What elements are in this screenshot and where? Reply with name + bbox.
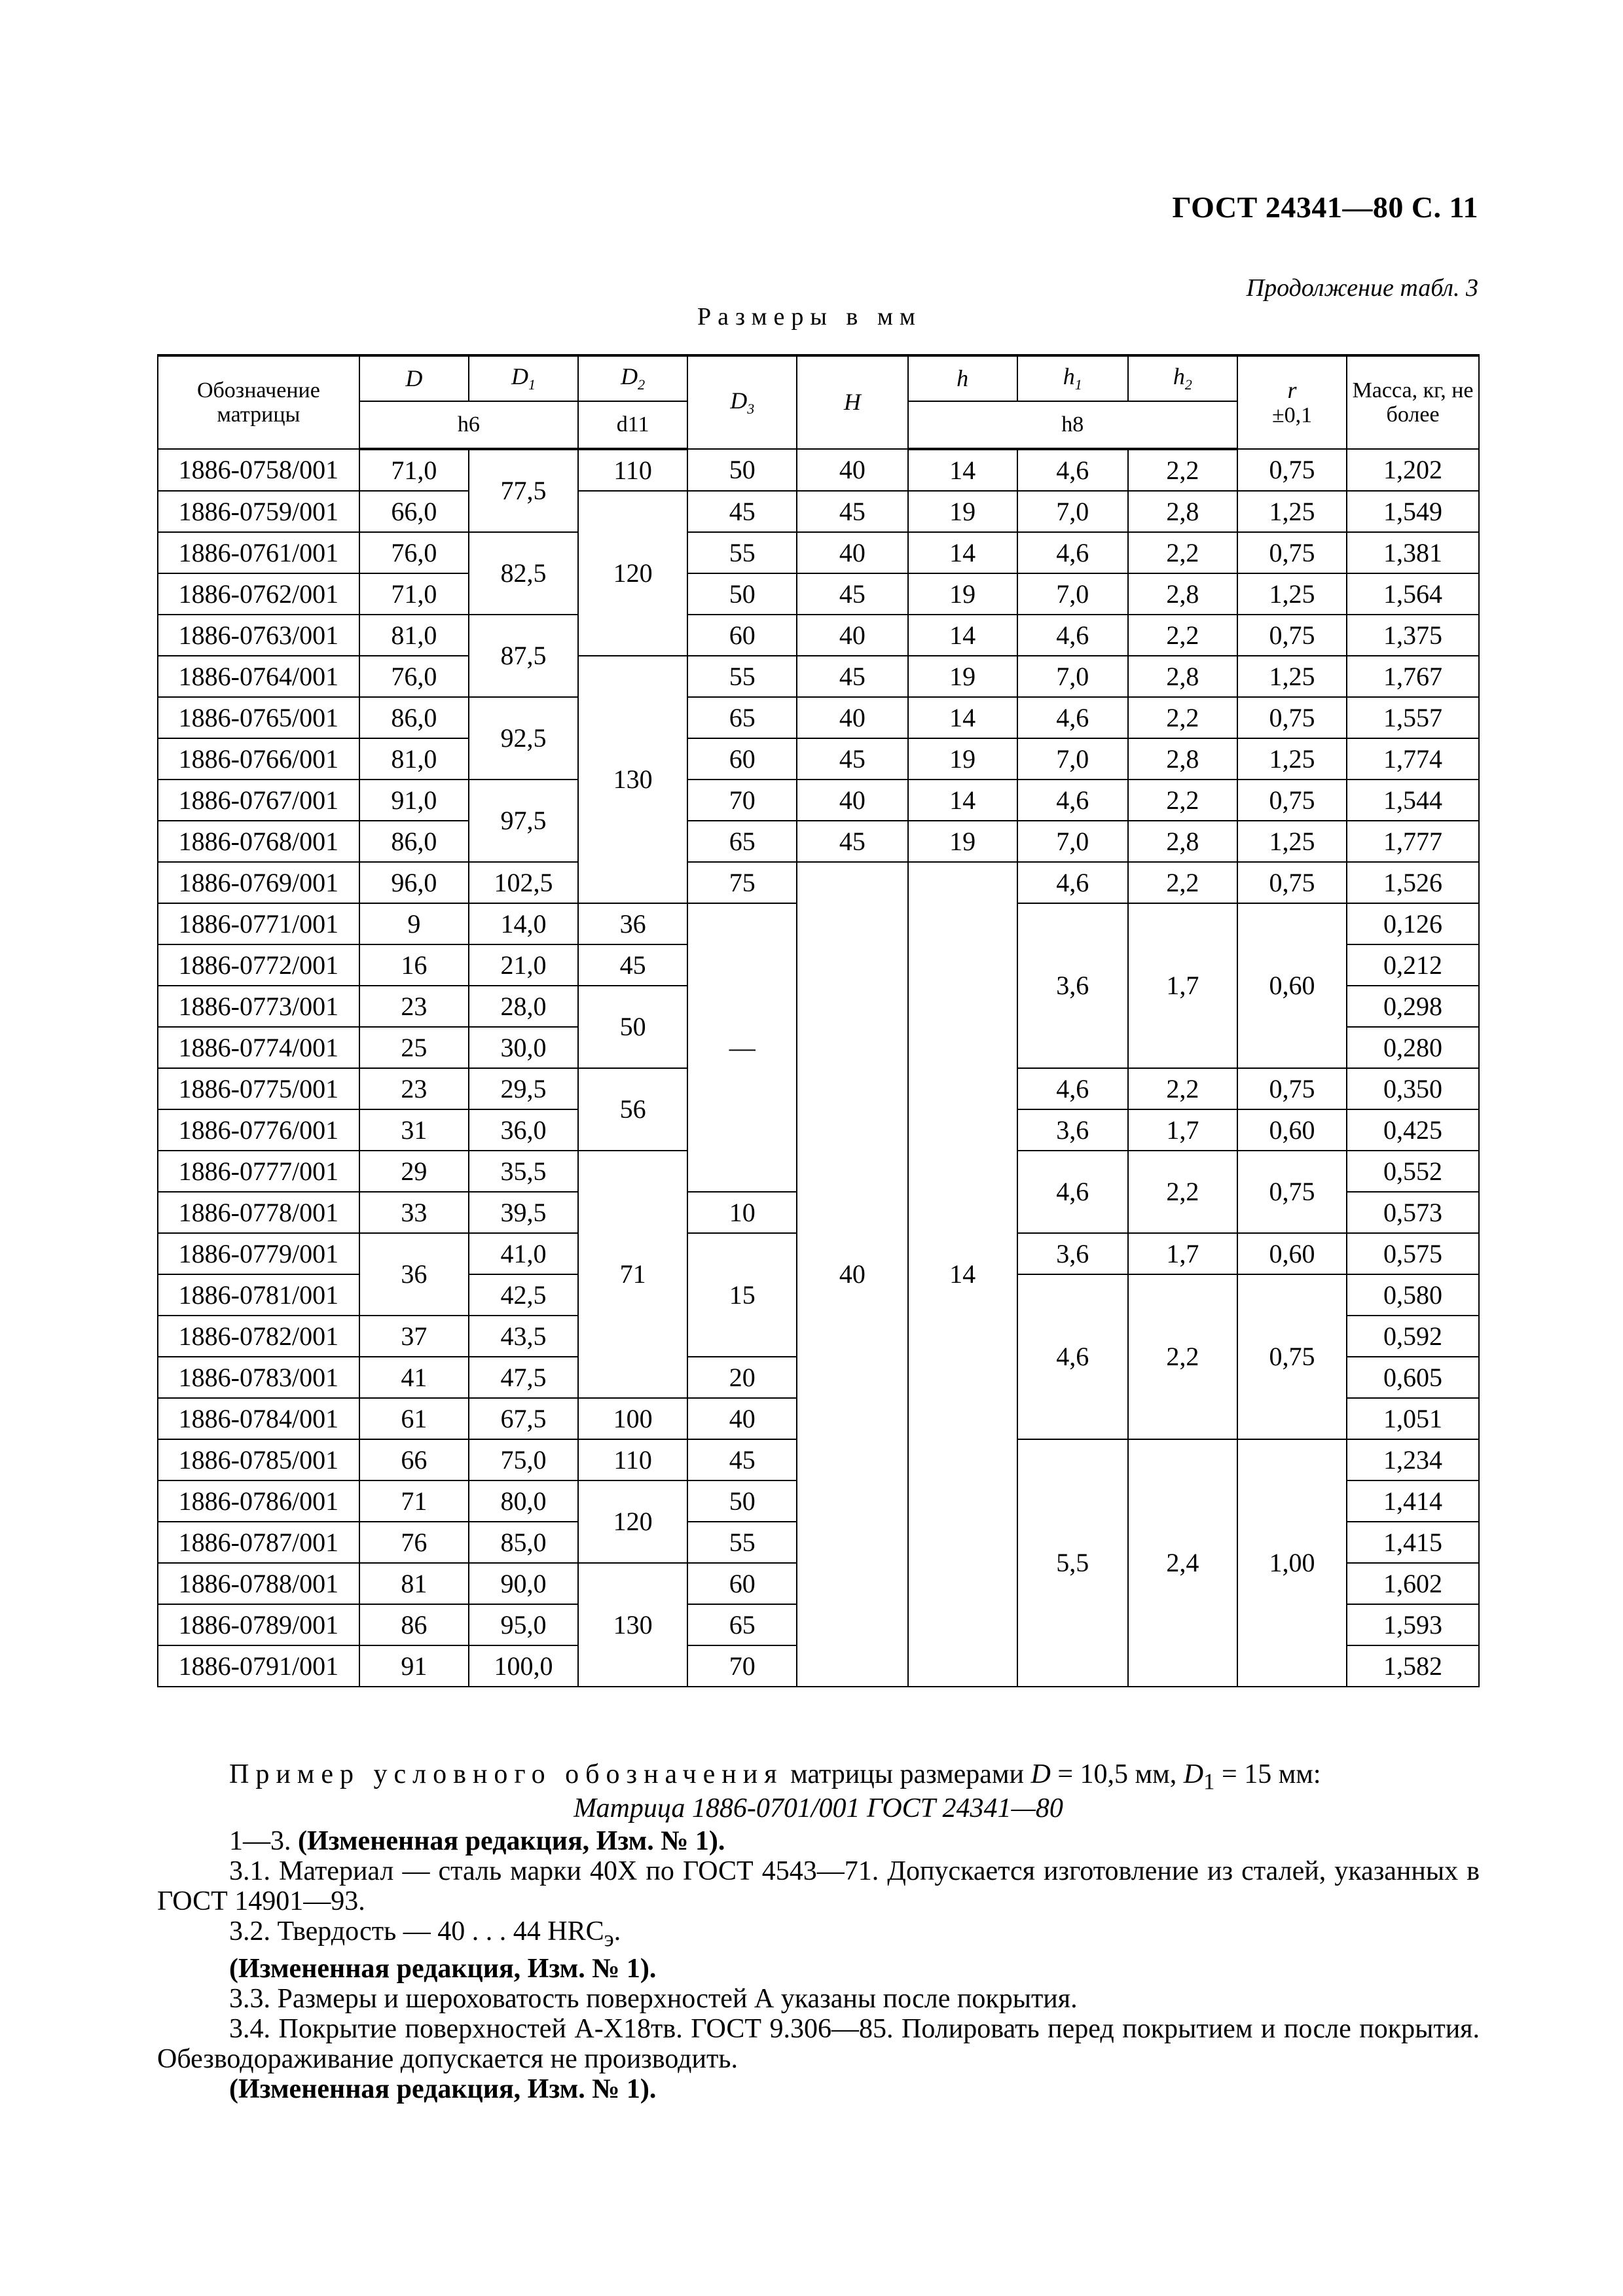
cell-h2: 2,2 <box>1128 1274 1237 1439</box>
cell-r: 1,25 <box>1237 573 1347 615</box>
cell-code: 1886-0767/001 <box>158 780 359 821</box>
cell-D1: 21,0 <box>469 944 578 986</box>
cell-code: 1886-0791/001 <box>158 1645 359 1687</box>
cell-D1: 102,5 <box>469 862 578 903</box>
cell-r: 1,00 <box>1237 1439 1347 1687</box>
cell-h2: 2,8 <box>1128 656 1237 697</box>
cell-mass: 1,381 <box>1347 532 1479 573</box>
cell-D3: 40 <box>687 1398 797 1439</box>
header-tol-h6: h6 <box>359 401 578 449</box>
cell-h2: 2,8 <box>1128 738 1237 780</box>
cell-code: 1886-0785/001 <box>158 1439 359 1480</box>
cell-D1: 95,0 <box>469 1604 578 1645</box>
cell-r: 0,60 <box>1237 1233 1347 1274</box>
cell-mass: 1,557 <box>1347 697 1479 738</box>
cell-D1: 92,5 <box>469 697 578 780</box>
cell-h1: 4,6 <box>1017 780 1128 821</box>
cell-D3: 55 <box>687 1522 797 1563</box>
cell-code: 1886-0786/001 <box>158 1480 359 1522</box>
cell-r: 0,75 <box>1237 1151 1347 1233</box>
cell-code: 1886-0762/001 <box>158 573 359 615</box>
cell-h2: 2,8 <box>1128 491 1237 532</box>
paragraph: 1—3. (Измененная редакция, Изм. № 1). <box>229 1826 725 1856</box>
cell-D3: 55 <box>687 656 797 697</box>
cell-mass: 1,602 <box>1347 1563 1479 1604</box>
header-D: D <box>359 355 469 401</box>
cell-D1: 100,0 <box>469 1645 578 1687</box>
cell-h2: 1,7 <box>1128 1109 1237 1151</box>
cell-D3: 70 <box>687 1645 797 1687</box>
cell-D: 91,0 <box>359 780 469 821</box>
cell-D1: 97,5 <box>469 780 578 862</box>
table-row <box>158 532 1479 573</box>
cell-D: 9 <box>359 903 469 944</box>
page-header: ГОСТ 24341—80 С. 11 <box>1172 190 1478 224</box>
cell-D3: 50 <box>687 449 797 491</box>
cell-code: 1886-0761/001 <box>158 532 359 573</box>
cell-code: 1886-0779/001 <box>158 1233 359 1274</box>
header-h1: $h_1$ <box>1017 355 1128 401</box>
table-row <box>158 615 1479 656</box>
cell-code: 1886-0763/001 <box>158 615 359 656</box>
cell-r: 0,75 <box>1237 780 1347 821</box>
header-mass: Масса, кг, не более <box>1347 355 1479 449</box>
cell-h1: 4,6 <box>1017 615 1128 656</box>
cell-mass: 1,777 <box>1347 821 1479 862</box>
table-row <box>158 738 1479 780</box>
paragraph: (Измененная редакция, Изм. № 1). <box>229 1954 657 1984</box>
cell-D: 86,0 <box>359 821 469 862</box>
cell-D1: 42,5 <box>469 1274 578 1316</box>
cell-H: 40 <box>797 532 907 573</box>
cell-D: 81,0 <box>359 738 469 780</box>
cell-D1: 80,0 <box>469 1480 578 1522</box>
cell-D1: 75,0 <box>469 1439 578 1480</box>
cell-mass: 1,774 <box>1347 738 1479 780</box>
cell-mass: 0,280 <box>1347 1027 1479 1068</box>
cell-h: 14 <box>908 780 1017 821</box>
cell-h1: 4,6 <box>1017 1068 1128 1109</box>
cell-D2: 130 <box>578 1563 687 1687</box>
cell-D: 23 <box>359 1068 469 1109</box>
cell-code: 1886-0772/001 <box>158 944 359 986</box>
cell-D1: 14,0 <box>469 903 578 944</box>
cell-r: 0,75 <box>1237 615 1347 656</box>
cell-r: 0,75 <box>1237 1068 1347 1109</box>
cell-D: 71,0 <box>359 573 469 615</box>
cell-mass: 1,549 <box>1347 491 1479 532</box>
cell-D2: 120 <box>578 1480 687 1563</box>
cell-D1: 35,5 <box>469 1151 578 1192</box>
cell-h2: 2,2 <box>1128 615 1237 656</box>
cell-D: 71 <box>359 1480 469 1522</box>
cell-mass: 1,375 <box>1347 615 1479 656</box>
cell-h1: 4,6 <box>1017 449 1128 491</box>
cell-h: 14 <box>908 697 1017 738</box>
cell-r: 0,75 <box>1237 532 1347 573</box>
cell-D: 25 <box>359 1027 469 1068</box>
cell-h: 19 <box>908 821 1017 862</box>
cell-D3: 60 <box>687 738 797 780</box>
cell-D3: 45 <box>687 491 797 532</box>
cell-mass: 1,415 <box>1347 1522 1479 1563</box>
cell-code: 1886-0776/001 <box>158 1109 359 1151</box>
cell-code: 1886-0788/001 <box>158 1563 359 1604</box>
cell-D2: 130 <box>578 656 687 903</box>
cell-r: 1,25 <box>1237 738 1347 780</box>
cell-D3: 10 <box>687 1192 797 1233</box>
table-row <box>158 780 1479 821</box>
cell-D1: 47,5 <box>469 1357 578 1398</box>
cell-H: 40 <box>797 449 907 491</box>
cell-h: 19 <box>908 656 1017 697</box>
cell-mass: 0,298 <box>1347 986 1479 1027</box>
cell-h2: 1,7 <box>1128 903 1237 1068</box>
cell-D2: 71 <box>578 1151 687 1398</box>
cell-r: 0,75 <box>1237 1274 1347 1439</box>
cell-D3: 45 <box>687 1439 797 1480</box>
paragraph: 3.1. Материал — сталь марки 40Х по ГОСТ 4543—71. Допускается изготовление из сталей, указанных в ГОСТ 14901—93. <box>157 1856 1480 1916</box>
cell-h2: 2,2 <box>1128 1068 1237 1109</box>
cell-D1: 36,0 <box>469 1109 578 1151</box>
cell-code: 1886-0787/001 <box>158 1522 359 1563</box>
cell-D3: 65 <box>687 821 797 862</box>
cell-D1: 85,0 <box>469 1522 578 1563</box>
designation-example-value: Матрица 1886-0701/001 ГОСТ 24341—80 <box>574 1793 1063 1823</box>
cell-D: 37 <box>359 1316 469 1357</box>
table-row <box>158 821 1479 862</box>
body-text <box>157 1826 1480 2104</box>
cell-D: 36 <box>359 1233 469 1316</box>
cell-mass: 1,234 <box>1347 1439 1479 1480</box>
cell-D1: 29,5 <box>469 1068 578 1109</box>
cell-D: 76,0 <box>359 532 469 573</box>
cell-D1: 30,0 <box>469 1027 578 1068</box>
header-h2: $h_2$ <box>1128 355 1237 401</box>
cell-mass: 1,582 <box>1347 1645 1479 1687</box>
cell-D1: 82,5 <box>469 532 578 615</box>
cell-H-merged: 40 <box>797 862 907 1687</box>
cell-D2: 110 <box>578 1439 687 1480</box>
cell-h1: 7,0 <box>1017 573 1128 615</box>
cell-D: 33 <box>359 1192 469 1233</box>
paragraph: 3.2. Твердость — 40 . . . 44 $HRC_э$. <box>229 1916 621 1952</box>
cell-D1: 90,0 <box>469 1563 578 1604</box>
cell-code: 1886-0781/001 <box>158 1274 359 1316</box>
cell-h2: 2,2 <box>1128 532 1237 573</box>
cell-h1: 3,6 <box>1017 903 1128 1068</box>
cell-mass: 1,767 <box>1347 656 1479 697</box>
cell-D3: 75 <box>687 862 797 903</box>
cell-mass: 0,425 <box>1347 1109 1479 1151</box>
cell-r: 0,75 <box>1237 862 1347 903</box>
cell-D: 86,0 <box>359 697 469 738</box>
cell-H: 40 <box>797 615 907 656</box>
cell-r: 0,75 <box>1237 449 1347 491</box>
cell-H: 40 <box>797 697 907 738</box>
cell-code: 1886-0771/001 <box>158 903 359 944</box>
paragraph: 3.3. Размеры и шероховатость поверхностей А указаны после покрытия. <box>229 1984 1078 2015</box>
cell-code: 1886-0782/001 <box>158 1316 359 1357</box>
cell-D: 23 <box>359 986 469 1027</box>
table-row <box>158 491 1479 532</box>
cell-D3: 65 <box>687 1604 797 1645</box>
cell-code: 1886-0789/001 <box>158 1604 359 1645</box>
cell-H: 45 <box>797 738 907 780</box>
cell-h2: 2,2 <box>1128 1151 1237 1233</box>
cell-D: 31 <box>359 1109 469 1151</box>
cell-h2: 1,7 <box>1128 1233 1237 1274</box>
cell-D2: 56 <box>578 1068 687 1151</box>
table-row <box>158 697 1479 738</box>
header-h: h <box>908 355 1017 401</box>
cell-mass: 1,414 <box>1347 1480 1479 1522</box>
cell-D3: 60 <box>687 615 797 656</box>
cell-code: 1886-0768/001 <box>158 821 359 862</box>
cell-D2: 45 <box>578 944 687 986</box>
cell-h: 19 <box>908 738 1017 780</box>
header-designation: Обозначение матрицы <box>158 355 359 449</box>
header-D1: $D_1$ <box>469 355 578 401</box>
cell-h1: 4,6 <box>1017 1151 1128 1233</box>
cell-D2: 36 <box>578 903 687 944</box>
cell-D3: 50 <box>687 573 797 615</box>
cell-h1: 7,0 <box>1017 821 1128 862</box>
cell-D3: 60 <box>687 1563 797 1604</box>
cell-H: 45 <box>797 821 907 862</box>
cell-D1: 67,5 <box>469 1398 578 1439</box>
cell-mass: 1,564 <box>1347 573 1479 615</box>
header-r: r ±0,1 <box>1237 355 1347 449</box>
cell-h: 19 <box>908 491 1017 532</box>
cell-mass: 0,573 <box>1347 1192 1479 1233</box>
cell-h1: 4,6 <box>1017 697 1128 738</box>
cell-mass: 0,126 <box>1347 903 1479 944</box>
designation-example: Пример условного обозначения матрицы размерами D = 10,5 мм, $D_1 = 15$ мм: <box>229 1759 1321 1795</box>
cell-mass: 1,202 <box>1347 449 1479 491</box>
cell-D: 81 <box>359 1563 469 1604</box>
header-D2: $D_2$ <box>578 355 687 401</box>
example-lead: Пример условного обозначения <box>229 1759 784 1789</box>
cell-h: 14 <box>908 532 1017 573</box>
cell-h: 14 <box>908 615 1017 656</box>
cell-code: 1886-0766/001 <box>158 738 359 780</box>
cell-mass: 1,593 <box>1347 1604 1479 1645</box>
cell-H: 45 <box>797 491 907 532</box>
cell-code: 1886-0759/001 <box>158 491 359 532</box>
paragraph: (Измененная редакция, Изм. № 1). <box>229 2074 657 2105</box>
cell-r: 0,75 <box>1237 697 1347 738</box>
cell-mass: 0,552 <box>1347 1151 1479 1192</box>
cell-H: 45 <box>797 656 907 697</box>
cell-h1: 4,6 <box>1017 532 1128 573</box>
cell-D1: 77,5 <box>469 449 578 532</box>
cell-h2: 2,4 <box>1128 1439 1237 1687</box>
table-row <box>158 449 1479 491</box>
cell-r: 1,25 <box>1237 821 1347 862</box>
cell-h1: 4,6 <box>1017 862 1128 903</box>
cell-h: 19 <box>908 573 1017 615</box>
cell-D: 41 <box>359 1357 469 1398</box>
table-row <box>158 862 1479 903</box>
header-D3: $D_3$ <box>687 355 797 449</box>
cell-D1: 28,0 <box>469 986 578 1027</box>
cell-mass: 0,592 <box>1347 1316 1479 1357</box>
cell-h1: 3,6 <box>1017 1109 1128 1151</box>
cell-mass: 0,575 <box>1347 1233 1479 1274</box>
cell-D3: — <box>687 903 797 1192</box>
paragraph: 3.4. Покрытие поверхностей А-Х18тв. ГОСТ 9.306—85. Полировать перед покрытием и после покрытия. Обезводораживание допускается не производить. <box>157 2014 1480 2075</box>
cell-h1: 7,0 <box>1017 491 1128 532</box>
cell-code: 1886-0784/001 <box>158 1398 359 1439</box>
cell-D: 86 <box>359 1604 469 1645</box>
cell-D3: 20 <box>687 1357 797 1398</box>
cell-code: 1886-0778/001 <box>158 1192 359 1233</box>
header-H: H <box>797 355 907 449</box>
cell-h1: 7,0 <box>1017 656 1128 697</box>
cell-code: 1886-0774/001 <box>158 1027 359 1068</box>
cell-mass: 0,212 <box>1347 944 1479 986</box>
table-row <box>158 656 1479 697</box>
cell-D2: 110 <box>578 449 687 491</box>
cell-code: 1886-0769/001 <box>158 862 359 903</box>
cell-mass: 0,580 <box>1347 1274 1479 1316</box>
cell-H: 45 <box>797 573 907 615</box>
cell-h2: 2,2 <box>1128 697 1237 738</box>
cell-r: 1,25 <box>1237 491 1347 532</box>
cell-D: 76 <box>359 1522 469 1563</box>
cell-D1: 41,0 <box>469 1233 578 1274</box>
cell-D2: 50 <box>578 986 687 1068</box>
cell-D3: 15 <box>687 1233 797 1357</box>
cell-H: 40 <box>797 780 907 821</box>
cell-D3: 70 <box>687 780 797 821</box>
cell-h2: 2,8 <box>1128 821 1237 862</box>
cell-h2: 2,2 <box>1128 862 1237 903</box>
header-tol-h8: h8 <box>908 401 1237 449</box>
cell-h2: 2,8 <box>1128 573 1237 615</box>
cell-code: 1886-0777/001 <box>158 1151 359 1192</box>
table-continuation-label: Продолжение табл. 3 <box>1246 274 1478 302</box>
cell-r: 1,25 <box>1237 656 1347 697</box>
cell-D1: 87,5 <box>469 615 578 697</box>
cell-mass: 1,526 <box>1347 862 1479 903</box>
cell-D: 71,0 <box>359 449 469 491</box>
cell-h1: 5,5 <box>1017 1439 1128 1687</box>
cell-D1: 43,5 <box>469 1316 578 1357</box>
cell-code: 1886-0764/001 <box>158 656 359 697</box>
cell-h1: 4,6 <box>1017 1274 1128 1439</box>
cell-mass: 0,350 <box>1347 1068 1479 1109</box>
cell-mass: 1,544 <box>1347 780 1479 821</box>
cell-D: 66,0 <box>359 491 469 532</box>
cell-D: 29 <box>359 1151 469 1192</box>
dimensions-table <box>157 354 1480 1687</box>
cell-D3: 55 <box>687 532 797 573</box>
cell-r: 0,60 <box>1237 1109 1347 1151</box>
cell-code: 1886-0775/001 <box>158 1068 359 1109</box>
cell-D2: 100 <box>578 1398 687 1439</box>
cell-D: 76,0 <box>359 656 469 697</box>
units-caption: Размеры в мм <box>697 303 922 331</box>
cell-D: 91 <box>359 1645 469 1687</box>
cell-mass: 0,605 <box>1347 1357 1479 1398</box>
cell-D2: 120 <box>578 491 687 656</box>
cell-h: 14 <box>908 449 1017 491</box>
cell-code: 1886-0765/001 <box>158 697 359 738</box>
cell-h1: 7,0 <box>1017 738 1128 780</box>
header-tol-d11: d11 <box>578 401 687 449</box>
cell-D3: 65 <box>687 697 797 738</box>
cell-r: 0,60 <box>1237 903 1347 1068</box>
cell-D: 61 <box>359 1398 469 1439</box>
cell-D3: 50 <box>687 1480 797 1522</box>
cell-D: 16 <box>359 944 469 986</box>
cell-h2: 2,2 <box>1128 780 1237 821</box>
cell-h1: 3,6 <box>1017 1233 1128 1274</box>
cell-D1: 39,5 <box>469 1192 578 1233</box>
table-row <box>158 573 1479 615</box>
cell-D: 66 <box>359 1439 469 1480</box>
cell-D: 96,0 <box>359 862 469 903</box>
cell-code: 1886-0773/001 <box>158 986 359 1027</box>
cell-code: 1886-0758/001 <box>158 449 359 491</box>
cell-mass: 1,051 <box>1347 1398 1479 1439</box>
cell-D: 81,0 <box>359 615 469 656</box>
cell-h2: 2,2 <box>1128 449 1237 491</box>
cell-code: 1886-0783/001 <box>158 1357 359 1398</box>
cell-h-merged: 14 <box>908 862 1017 1687</box>
